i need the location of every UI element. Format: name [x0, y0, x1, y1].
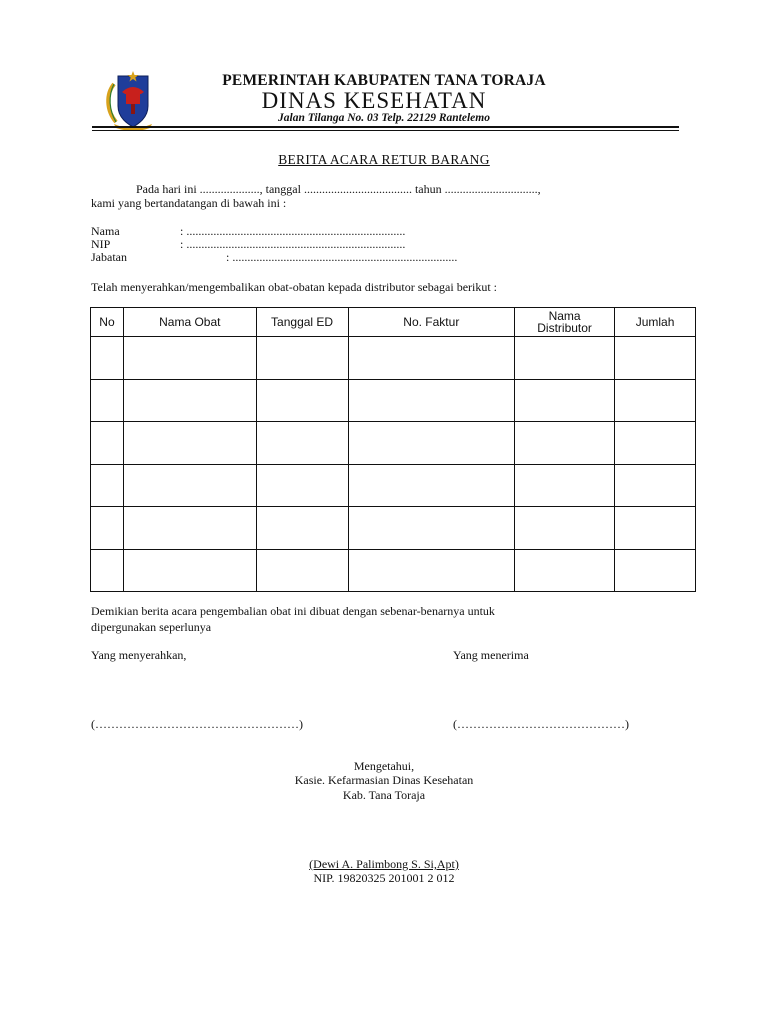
- giver-label: Yang menyerahkan,: [91, 648, 187, 662]
- table-cell[interactable]: [256, 337, 348, 380]
- closing-line-1: Demikian berita acara pengembalian obat ini dibuat dengan sebenar-benarnya untuk: [91, 604, 495, 618]
- table-cell[interactable]: [91, 549, 124, 592]
- table-cell[interactable]: [515, 549, 615, 592]
- table-cell[interactable]: [515, 464, 615, 507]
- return-items-table: [90, 307, 696, 592]
- government-heading: PEMERINTAH KABUPATEN TANA TORAJA: [222, 72, 546, 89]
- acknowledgement-region: Kab. Tana Toraja: [342, 788, 426, 802]
- table-cell[interactable]: [615, 422, 696, 465]
- table-cell[interactable]: [348, 379, 515, 422]
- table-header-row: [91, 308, 696, 337]
- table-cell[interactable]: [123, 549, 256, 592]
- agency-heading: DINAS KESEHATAN: [261, 88, 487, 113]
- field-label-nip: NIP: [91, 237, 111, 251]
- column-header-jumlah: Jumlah: [615, 308, 696, 337]
- column-header-no-faktur: No. Faktur: [348, 308, 515, 337]
- table-row: [91, 422, 696, 465]
- official-nip: NIP. 19820325 201001 2 012: [313, 871, 455, 885]
- table-cell[interactable]: [515, 422, 615, 465]
- table-cell[interactable]: [515, 379, 615, 422]
- closing-line-2: dipergunakan seperlunya: [91, 620, 212, 634]
- column-header-nama-obat: Nama Obat: [123, 308, 256, 337]
- table-cell[interactable]: [348, 507, 515, 550]
- table-cell[interactable]: [615, 507, 696, 550]
- table-cell[interactable]: [91, 337, 124, 380]
- field-value-nama[interactable]: : .........................................................................: [180, 224, 406, 238]
- table-cell[interactable]: [615, 549, 696, 592]
- table-cell[interactable]: [123, 422, 256, 465]
- table-cell[interactable]: [256, 464, 348, 507]
- table-cell[interactable]: [515, 507, 615, 550]
- intro-line-date: Pada hari ini ...................., tanggal .................................... tahun ...............................,: [136, 182, 541, 196]
- column-header-nama-distributor: Nama Distributor: [515, 308, 615, 337]
- table-cell[interactable]: [91, 422, 124, 465]
- intro-line-signatories: kami yang bertandatangan di bawah ini :: [91, 196, 287, 210]
- table-cell[interactable]: [256, 379, 348, 422]
- table-cell[interactable]: [91, 379, 124, 422]
- header-rule-thick: [92, 126, 679, 128]
- table-cell[interactable]: [348, 422, 515, 465]
- table-cell[interactable]: [256, 507, 348, 550]
- giver-signature-blank[interactable]: (……………………………………………): [91, 717, 303, 731]
- table-cell[interactable]: [91, 464, 124, 507]
- acknowledgement-position: Kasie. Kefarmasian Dinas Kesehatan: [294, 773, 474, 787]
- table-cell[interactable]: [256, 549, 348, 592]
- table-row: [91, 379, 696, 422]
- receiver-label: Yang menerima: [453, 648, 529, 662]
- table-cell[interactable]: [348, 464, 515, 507]
- agency-address: Jalan Tilanga No. 03 Telp. 22129 Rantelemo: [278, 112, 490, 124]
- table-row: [91, 549, 696, 592]
- official-name: (Dewi A. Palimbong S. Si,Apt): [309, 857, 459, 871]
- acknowledgement-heading: Mengetahui,: [353, 759, 415, 773]
- column-header-no: No: [91, 308, 124, 337]
- table-cell[interactable]: [615, 464, 696, 507]
- document-title: BERITA ACARA RETUR BARANG: [278, 152, 490, 167]
- header-rule-thin: [92, 130, 679, 131]
- table-cell[interactable]: [123, 464, 256, 507]
- receiver-signature-blank[interactable]: (……………………………………): [453, 717, 629, 731]
- table-cell[interactable]: [256, 422, 348, 465]
- table-cell[interactable]: [515, 337, 615, 380]
- return-statement: Telah menyerahkan/mengembalikan obat-obatan kepada distributor sebagai berikut :: [91, 280, 498, 294]
- table-cell[interactable]: [348, 337, 515, 380]
- table-row: [91, 507, 696, 550]
- column-header-tanggal-ed: Tanggal ED: [256, 308, 348, 337]
- field-value-nip[interactable]: : .........................................................................: [180, 237, 406, 251]
- field-label-jabatan: Jabatan: [91, 250, 127, 264]
- table-cell[interactable]: [123, 337, 256, 380]
- table-cell[interactable]: [123, 507, 256, 550]
- table-cell[interactable]: [615, 337, 696, 380]
- table-cell[interactable]: [91, 507, 124, 550]
- table-cell[interactable]: [348, 549, 515, 592]
- table-row: [91, 464, 696, 507]
- field-label-nama: Nama: [91, 224, 120, 238]
- table-body: [91, 337, 696, 592]
- table-row: [91, 337, 696, 380]
- table-cell[interactable]: [615, 379, 696, 422]
- field-value-jabatan[interactable]: : ...........................................................................: [226, 250, 458, 264]
- table-cell[interactable]: [123, 379, 256, 422]
